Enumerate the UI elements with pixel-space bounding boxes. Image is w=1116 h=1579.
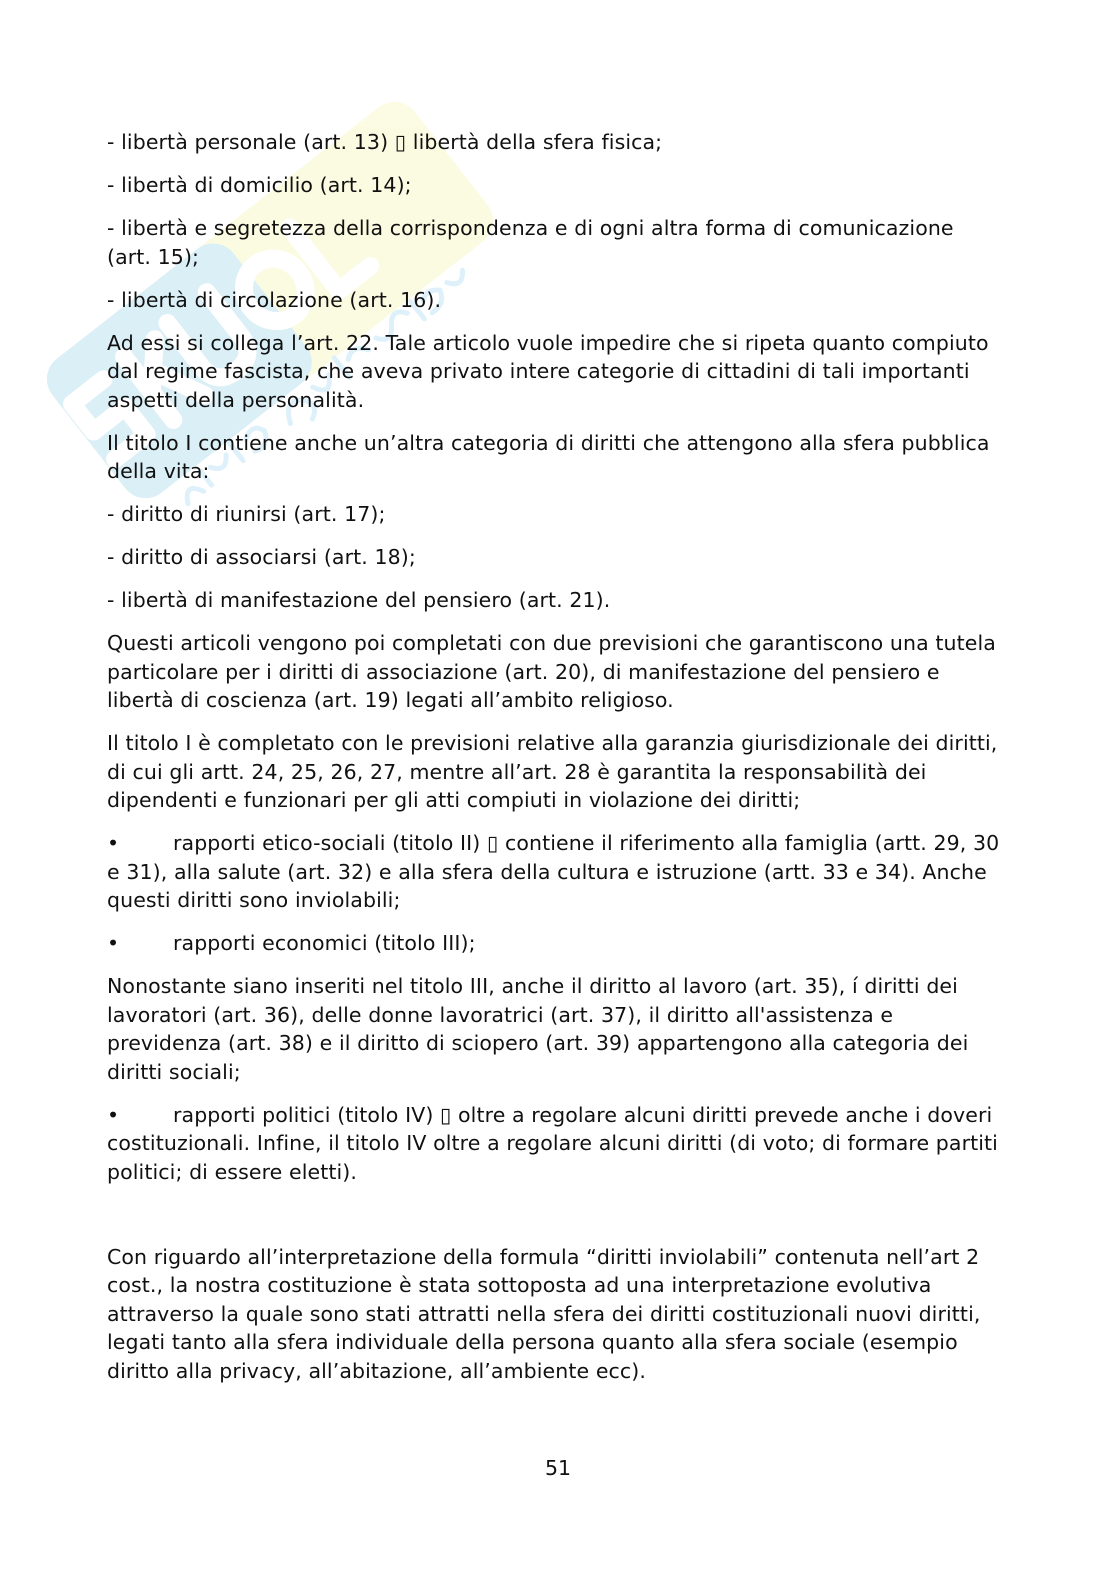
bullet-item xyxy=(107,1101,1002,1187)
paragraph-text: rapporti politici (titolo IV) ▯ oltre a regolare alcuni diritti prevede anche i doveri costituzionali. Infine, il titolo IV oltre a regolare alcuni diritti (di voto; di formare partiti politici; di essere eletti). xyxy=(107,1102,998,1184)
paragraph-text: Con riguardo all’interpretazione della formula “diritti inviolabili” contenuta nell’art 2 cost., la nostra costituzione è stata sottoposta ad una interpretazione evolutiva attraverso la quale sono stati attratti nella sfera dei diritti costituzionali nuovi diritti, legati tanto alla sfera individuale della persona quanto alla sfera sociale (esempio diritto alla privacy, all’abitazione, all’ambiente ecc). xyxy=(107,1244,981,1383)
paragraph-text: - libertà di circolazione (art. 16). xyxy=(107,287,442,312)
bullet-item xyxy=(107,929,1002,958)
paragraph-text: - libertà di manifestazione del pensiero (art. 21). xyxy=(107,588,611,612)
paragraph-text: Ad essi si collega l’art. 22. Tale articolo vuole impedire che si ripeta quanto compiuto dal regime fascista, che aveva privato intere categorie di cittadini di tali importanti aspetti della personalità. xyxy=(107,330,989,412)
paragraph-text: Questi articoli vengono poi completati con due previsioni che garantiscono una tutela particolare per i diritti di associazione (art. 20), di manifestazione del pensiero e libertà di coscienza (art. 19) legati all’ambito religioso. xyxy=(107,631,996,712)
paragraph xyxy=(107,329,1002,415)
list-item xyxy=(107,128,1002,157)
bullet-item xyxy=(107,829,1002,915)
paragraph-text: Nonostante siano inseriti nel titolo III, anche il diritto al lavoro (art. 35), í diritti dei lavoratori (art. 36), delle donne lavoratrici (art. 37), il diritto all'assistenza e previdenza (art. 38) e il diritto di sciopero (art. 39) appartengono alla categoria dei diritti sociali; xyxy=(107,974,969,1084)
paragraph-text: rapporti economici (titolo III); xyxy=(173,931,476,955)
list-item xyxy=(107,500,1002,529)
paragraph-text: - libertà personale (art. 13) ▯ libertà della sfera fisica; xyxy=(107,130,663,154)
list-item xyxy=(107,586,1002,615)
list-item xyxy=(107,171,1002,200)
page-number: 51 xyxy=(544,1456,572,1480)
bullet-icon: • xyxy=(107,1102,120,1127)
paragraph-text: Il titolo I contiene anche un’altra categoria di diritti che attengono alla sfera pubblica della vita: xyxy=(107,430,990,483)
bullet-icon: • xyxy=(107,931,120,955)
list-item xyxy=(107,214,1002,271)
paragraph-text: - diritto di associarsi (art. 18); xyxy=(107,545,416,569)
paragraph-text: - libertà e segretezza della corrispondenza e di ogni altra forma di comunicazione (art. 15); xyxy=(107,216,954,269)
list-item xyxy=(107,543,1002,572)
paragraph xyxy=(107,429,1002,486)
paragraph xyxy=(107,1243,1002,1386)
list-item xyxy=(107,286,1002,315)
page-body xyxy=(107,128,1002,1400)
paragraph-text: - libertà di domicilio (art. 14); xyxy=(107,173,412,197)
paragraph xyxy=(107,629,1002,715)
paragraph-text: Il titolo I è completato con le previsioni relative alla garanzia giurisdizionale dei diritti, di cui gli artt. 24, 25, 26, 27, mentre all’art. 28 è garantita la responsabilità dei dipendenti e funzionari per gli atti compiuti in violazione dei diritti; xyxy=(107,731,998,812)
paragraph xyxy=(107,972,1002,1086)
paragraph xyxy=(107,729,1002,815)
paragraph-text: rapporti etico-sociali (titolo II) ▯ contiene il riferimento alla famiglia (artt. 29, 30 e 31), alla salute (art. 32) e alla sfera della cultura e istruzione (artt. 33 e 34). Anche questi diritti sono inviolabili; xyxy=(107,831,1000,912)
bullet-icon: • xyxy=(107,831,120,855)
section-spacer xyxy=(107,1201,1002,1243)
paragraph-text: - diritto di riunirsi (art. 17); xyxy=(107,502,386,526)
